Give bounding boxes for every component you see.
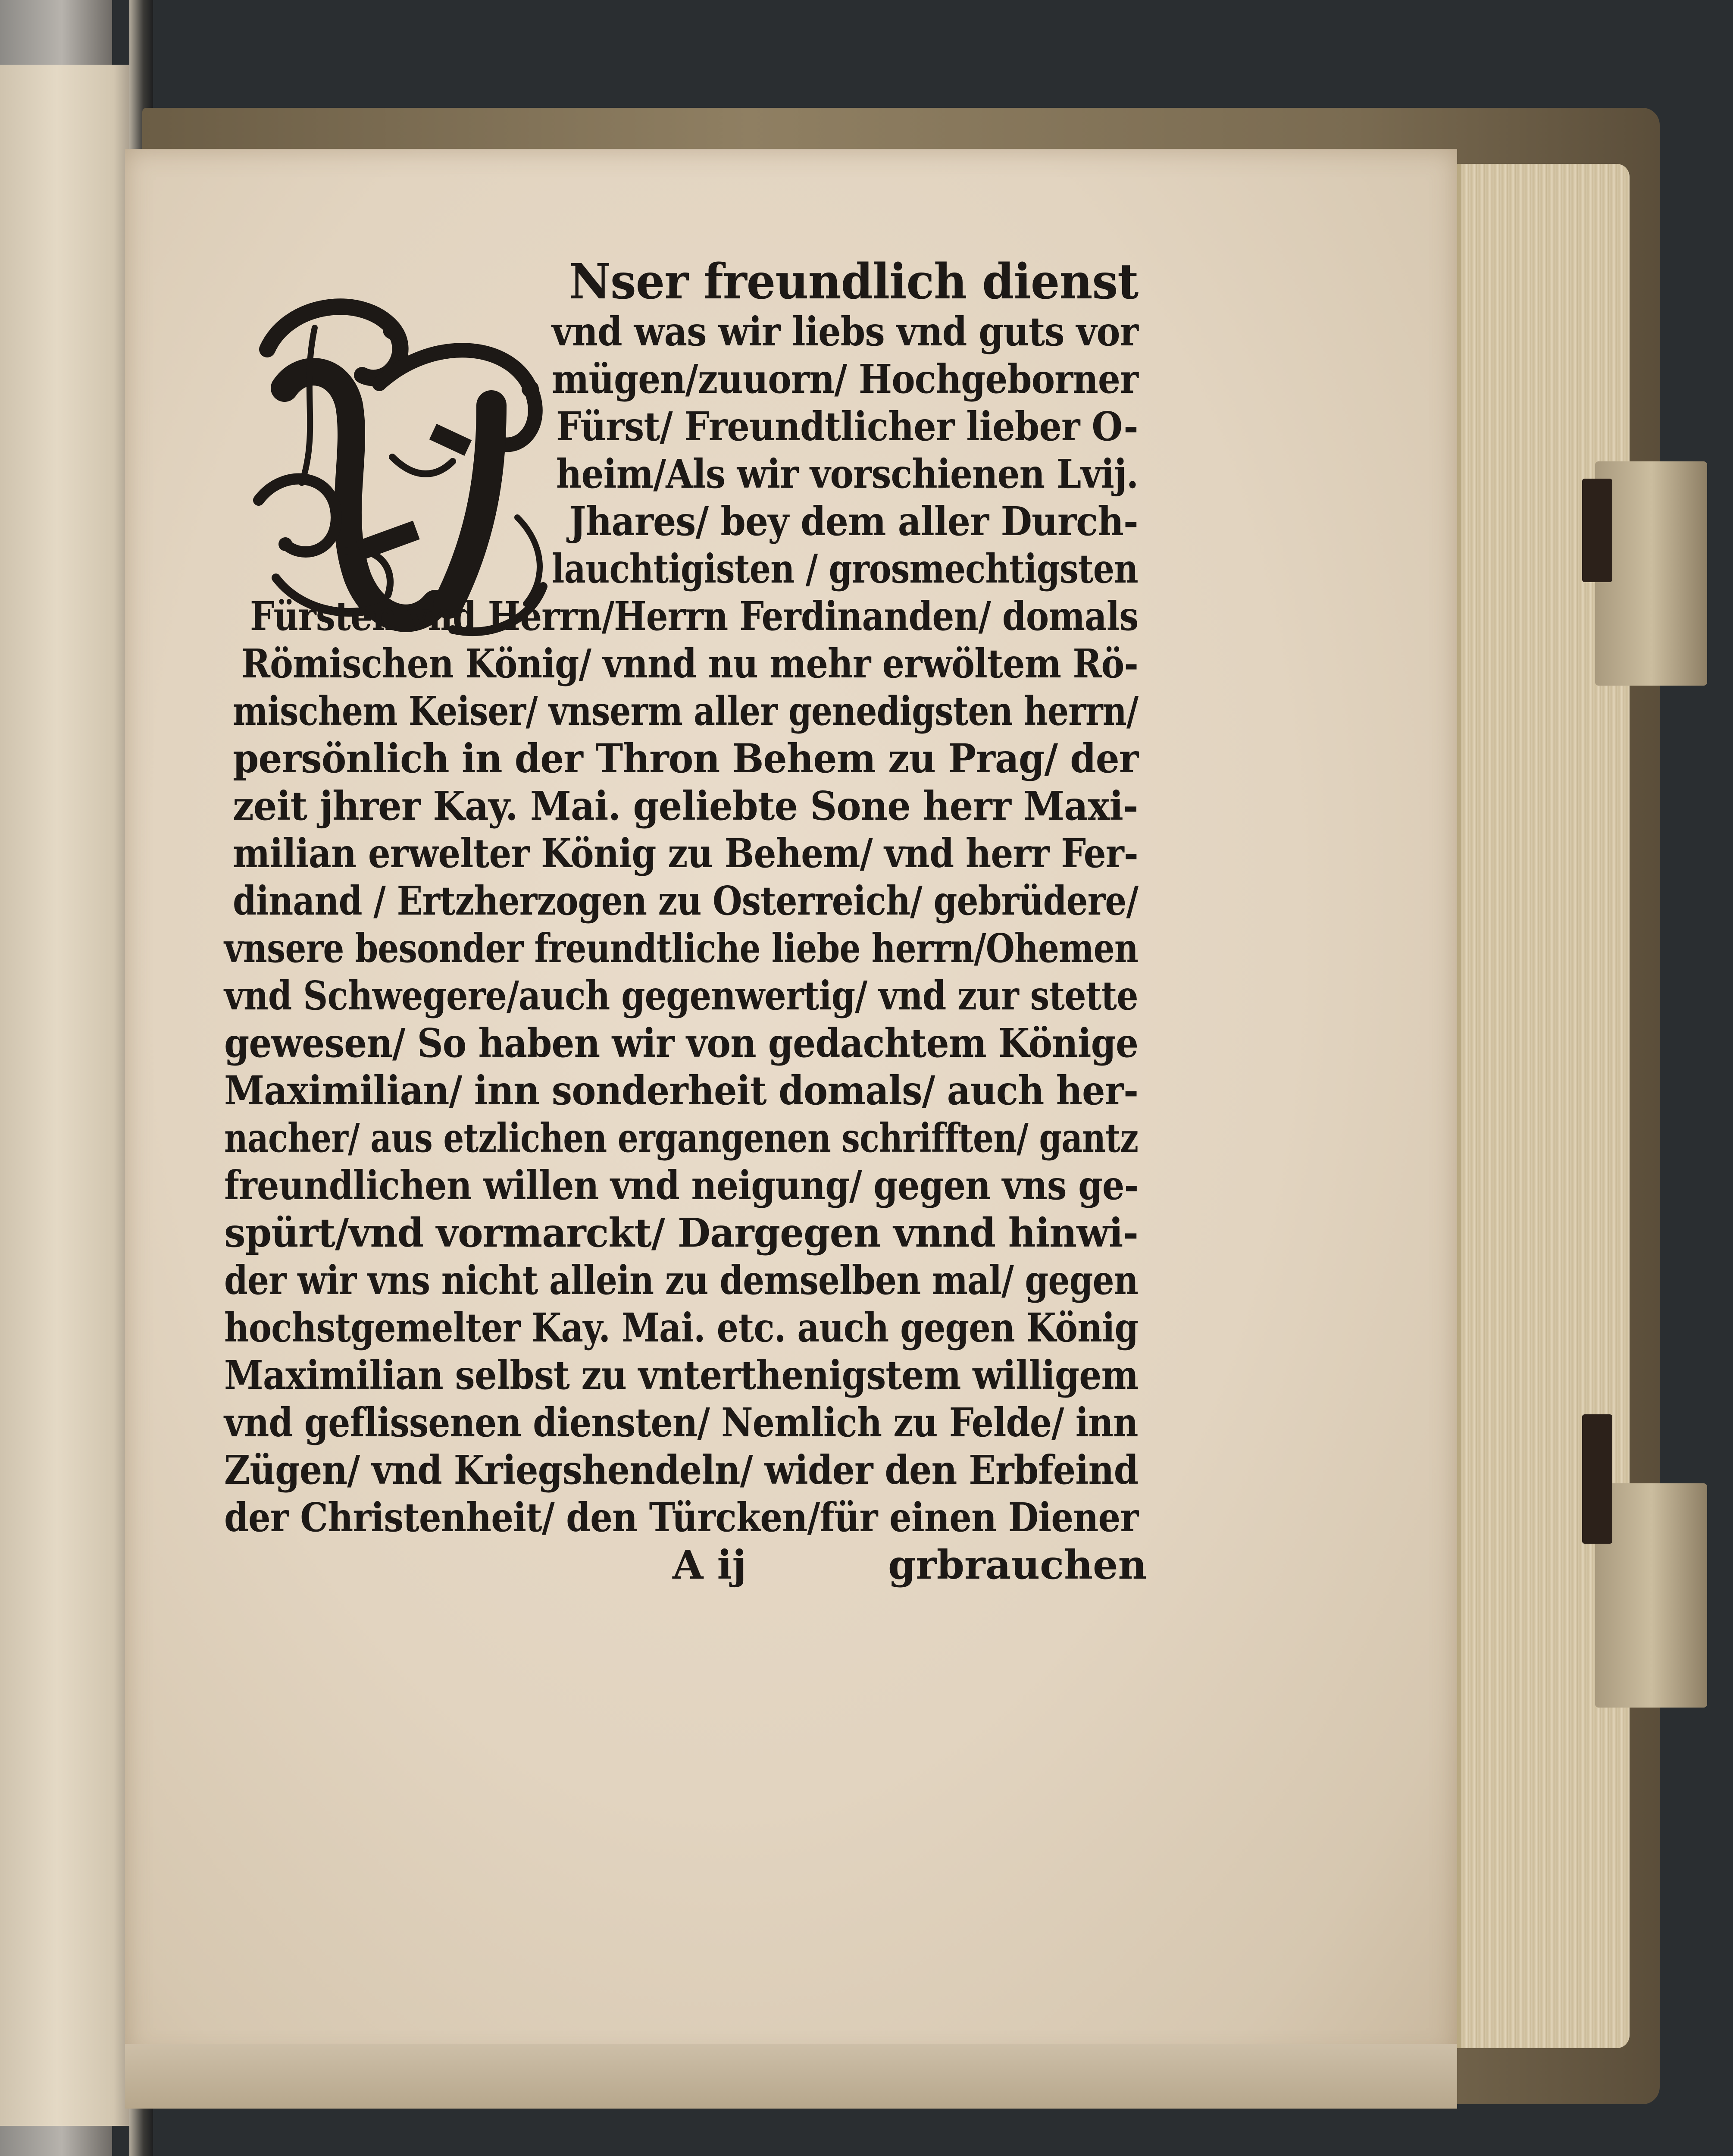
text-line: vnd Schwegere/auch gegenwertig/ vnd zur stette	[224, 972, 1138, 1019]
text-line: heim/Als wir vorschienen Lvij.	[556, 451, 1139, 497]
text-line: vnsere besonder freundtliche liebe herrn/Ohemen	[224, 925, 1139, 971]
text-line: Fürst/ Freundtlicher lieber O-	[556, 403, 1138, 450]
signature-mark: A ij	[673, 1542, 747, 1588]
text-line: mischem Keiser/ vnserm aller genedigsten herrn/	[233, 688, 1139, 734]
text-line: persönlich in der Thron Behem zu Prag/ der	[233, 735, 1139, 782]
text-line: mügen/zuuorn/ Hochgeborner	[552, 356, 1139, 402]
text-line: Römischen König/ vnnd nu mehr erwöltem Rö-	[241, 640, 1138, 687]
text-line: der Christenheit/ den Türcken/für einen Diener	[224, 1494, 1139, 1541]
text-line: zeit jhrer Kay. Mai. geliebte Sone herr Maxi-	[233, 783, 1138, 829]
text-line: milian erwelter König zu Behem/ vnd herr Fer-	[233, 830, 1138, 877]
book-clasp-top	[1595, 461, 1707, 686]
text-line: dinand / Ertzherzogen zu Osterreich/ gebrüdere/	[233, 877, 1139, 924]
text-line: Fürsten vnd Herrn/Herrn Ferdinanden/ domals	[250, 593, 1139, 639]
clasp-pin-icon	[1582, 1414, 1612, 1544]
text-line: vnd was wir liebs vnd guts vor	[552, 308, 1139, 355]
text-line: Maximilian selbst zu vnterthenigstem willigem	[224, 1352, 1139, 1398]
left-page-edge	[0, 65, 142, 2126]
page-fore-edge	[1457, 164, 1630, 2048]
text-line: Nser freundlich dienst	[569, 254, 1139, 310]
text-line: lauchtigisten / grosmechtigsten	[552, 545, 1138, 592]
text-line: der wir vns nicht allein zu demselben mal/ gegen	[224, 1257, 1138, 1304]
text-line: freundlichen willen vnd neigung/ gegen vns ge-	[224, 1162, 1139, 1209]
text-line: gewesen/ So haben wir von gedachtem Könige	[224, 1020, 1139, 1066]
text-line: hochstgemelter Kay. Mai. etc. auch gegen König	[224, 1304, 1139, 1351]
book-clasp-bottom	[1595, 1483, 1707, 1708]
page-bottom-edge	[125, 2044, 1457, 2109]
text-line: Jhares/ bey dem aller Durch-	[569, 498, 1138, 545]
catchword: grbrauchen	[888, 1542, 1147, 1588]
text-block	[224, 254, 1147, 1588]
text-line: spürt/vnd vormarckt/ Dargegen vnnd hinwi-	[224, 1210, 1139, 1256]
text-line: vnd geflissenen diensten/ Nemlich zu Felde/ inn	[224, 1399, 1138, 1446]
text-line: nacher/ aus etzlichen ergangenen schrifften/ gantz	[224, 1115, 1139, 1161]
text-line: Maximilian/ inn sonderheit domals/ auch her-	[224, 1067, 1139, 1114]
text-line: Zügen/ vnd Kriegshendeln/ wider den Erbfeind	[224, 1447, 1139, 1493]
clasp-pin-icon	[1582, 479, 1612, 582]
